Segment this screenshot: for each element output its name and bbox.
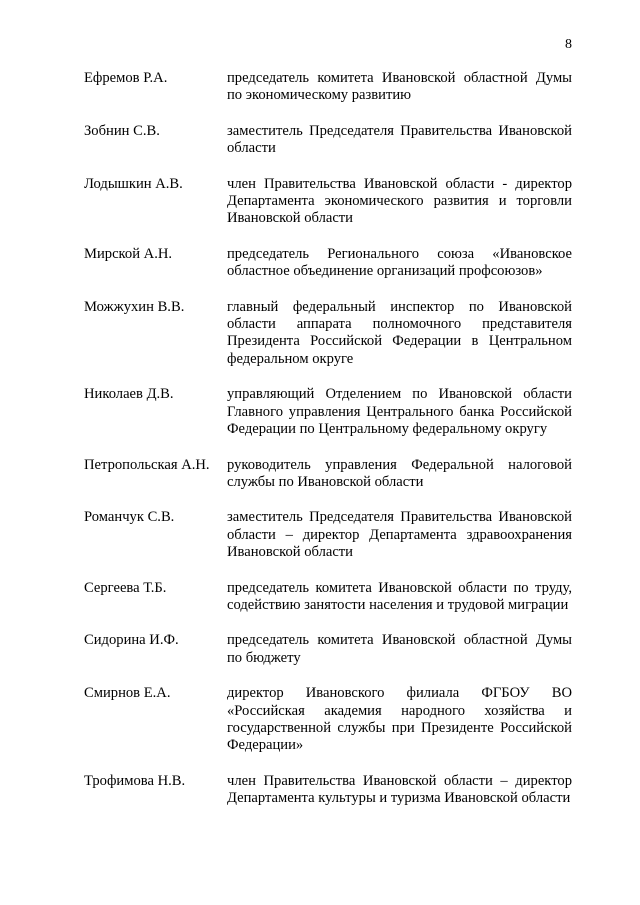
member-role: председатель Регионального союза «Ивановское областное объединение организаций профсоюзов»	[227, 245, 572, 280]
member-role: председатель комитета Ивановской областной Думы по бюджету	[227, 632, 572, 666]
member-role: управляющий Отделением по Ивановской области Главного управления Центрального банка Российской Федерации по Центральному федеральному округу	[227, 386, 572, 438]
member-list	[84, 65, 572, 808]
member-row	[84, 632, 572, 667]
member-row	[84, 386, 572, 438]
member-name: Мирской А.Н.	[84, 245, 173, 262]
member-role: член Правительства Ивановской области - директор Департамента экономического развития и торговли Ивановской области	[227, 175, 572, 227]
member-row	[84, 773, 572, 808]
member-name: Николаев Д.В.	[84, 386, 174, 403]
member-name: Трофимова Н.В.	[84, 772, 186, 789]
member-name: Петропольская А.Н.	[84, 456, 210, 473]
member-row	[84, 70, 572, 105]
member-name: Зобнин С.В.	[84, 122, 160, 139]
member-row	[84, 685, 572, 755]
member-role: заместитель Председателя Правительства Ивановской области – директор Департамента здравоохранения Ивановской области	[227, 509, 572, 561]
member-role: заместитель Председателя Правительства Ивановской области	[227, 122, 572, 157]
member-role: главный федеральный инспектор по Ивановской области аппарата полномочного представителя Президента Российской Федерации в Центральном федеральном округе	[227, 298, 572, 367]
member-name: Романчук С.В.	[84, 509, 175, 526]
member-role: член Правительства Ивановской области – директор Департамента культуры и туризма Ивановской области	[227, 772, 572, 807]
page-number: 8	[565, 37, 572, 52]
member-name: Смирнов Е.А.	[84, 685, 171, 702]
member-name: Сидорина И.Ф.	[84, 632, 179, 649]
member-row	[84, 299, 572, 369]
member-name: Сергеева Т.Б.	[84, 579, 167, 596]
member-row	[84, 457, 572, 492]
member-row	[84, 580, 572, 615]
member-role: председатель комитета Ивановской областной Думы по экономическому развитию	[227, 70, 572, 104]
member-role: руководитель управления Федеральной налоговой службы по Ивановской области	[227, 456, 572, 490]
member-row	[84, 246, 572, 281]
member-row	[84, 123, 572, 158]
member-row	[84, 509, 572, 561]
member-name: Лодышкин А.В.	[84, 175, 183, 192]
member-name: Ефремов Р.А.	[84, 70, 168, 86]
member-role: директор Ивановского филиала ФГБОУ ВО «Российская академия народного хозяйства и государственной службы при Президенте Российской Федерации»	[227, 685, 572, 754]
member-name: Можжухин В.В.	[84, 298, 185, 315]
member-role: председатель комитета Ивановской области по труду, содействию занятости населения и трудовой миграции	[227, 579, 572, 613]
member-row	[84, 176, 572, 228]
